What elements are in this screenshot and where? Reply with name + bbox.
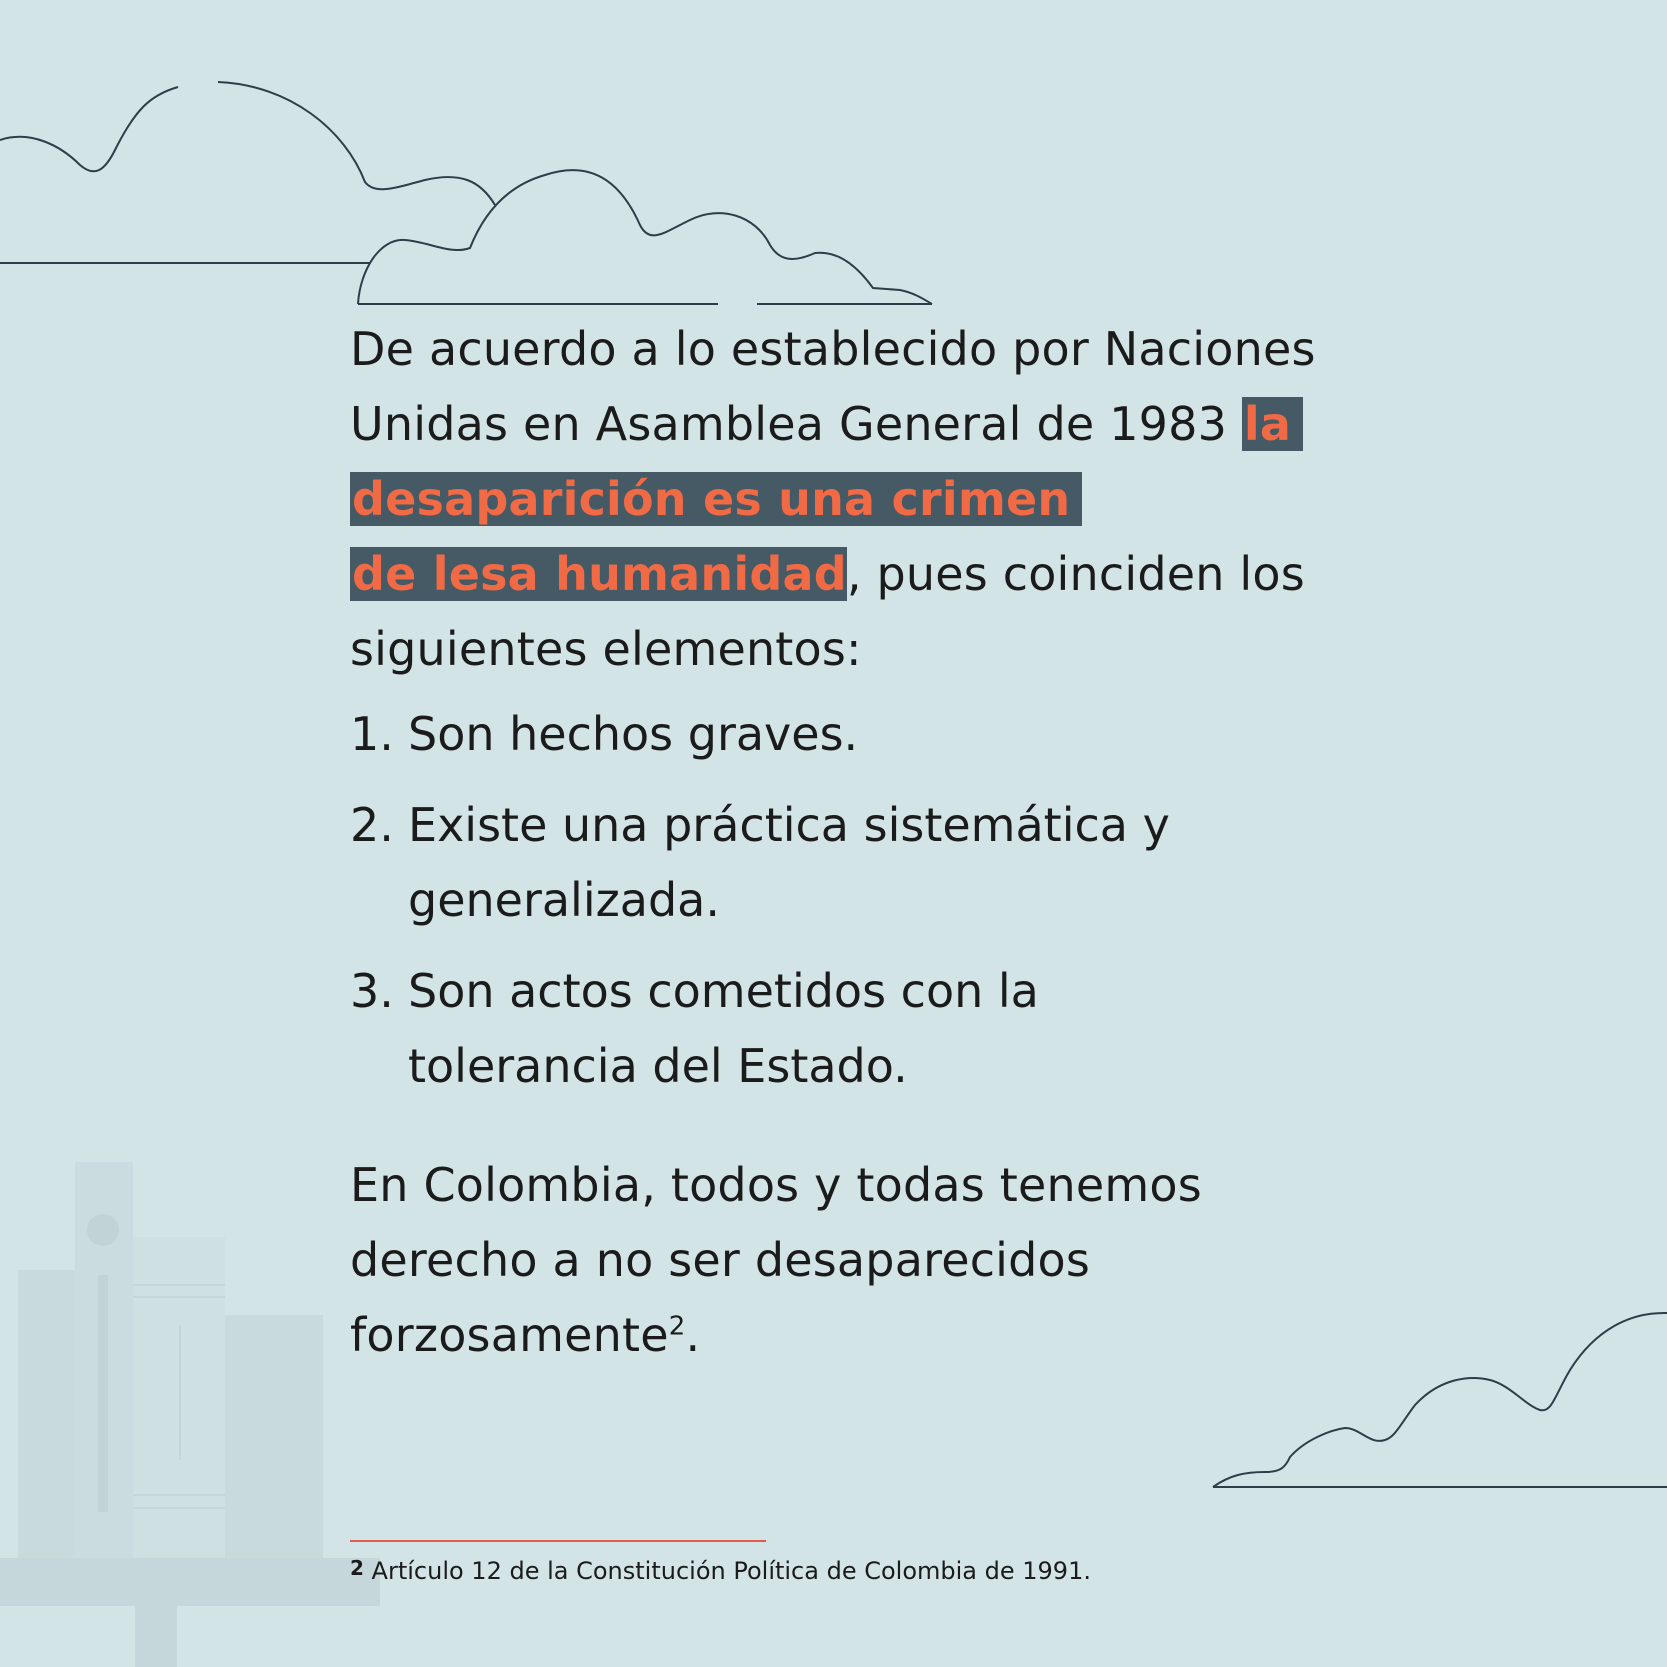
- main-text: [350, 312, 1350, 1373]
- list-item-text: Son hechos graves.: [408, 707, 859, 761]
- intro-text-before: De acuerdo a lo establecido por Naciones Unidas en Asamblea General de 1983: [350, 322, 1316, 451]
- footnote-text: Artículo 12 de la Constitución Política de Colombia de 1991.: [363, 1557, 1091, 1585]
- footnote: [350, 1552, 1091, 1587]
- intro-paragraph: [350, 312, 1350, 687]
- list-item: [350, 954, 1350, 1104]
- list-item-text: Existe una práctica sistemática y generalizada.: [408, 798, 1170, 927]
- closing-paragraph: [350, 1148, 1280, 1373]
- closing-end: .: [685, 1308, 701, 1362]
- highlight-line-2: de lesa humanidad: [352, 547, 847, 601]
- highlight-line-1: la desaparición es una crimen: [350, 397, 1303, 526]
- elements-list: [350, 697, 1350, 1104]
- building-silhouette: [0, 1162, 380, 1667]
- cloud-outline-top: [0, 82, 932, 304]
- footnote-reference: 2: [668, 1311, 686, 1342]
- list-item-number: 2.: [350, 798, 394, 852]
- list-item-number: 1.: [350, 707, 394, 761]
- closing-text: En Colombia, todos y todas tenemos derecho a no ser desaparecidos forzosamente: [350, 1158, 1202, 1362]
- list-item-text: Son actos cometidos con la tolerancia del Estado.: [408, 964, 1039, 1093]
- list-item: [350, 697, 1350, 772]
- intro-text-after: , pues coinciden los siguientes elementos:: [350, 547, 1305, 676]
- footnote-marker: 2: [350, 1556, 364, 1580]
- list-item: [350, 788, 1350, 938]
- list-item-number: 3.: [350, 964, 394, 1018]
- footnote-divider: [350, 1540, 766, 1542]
